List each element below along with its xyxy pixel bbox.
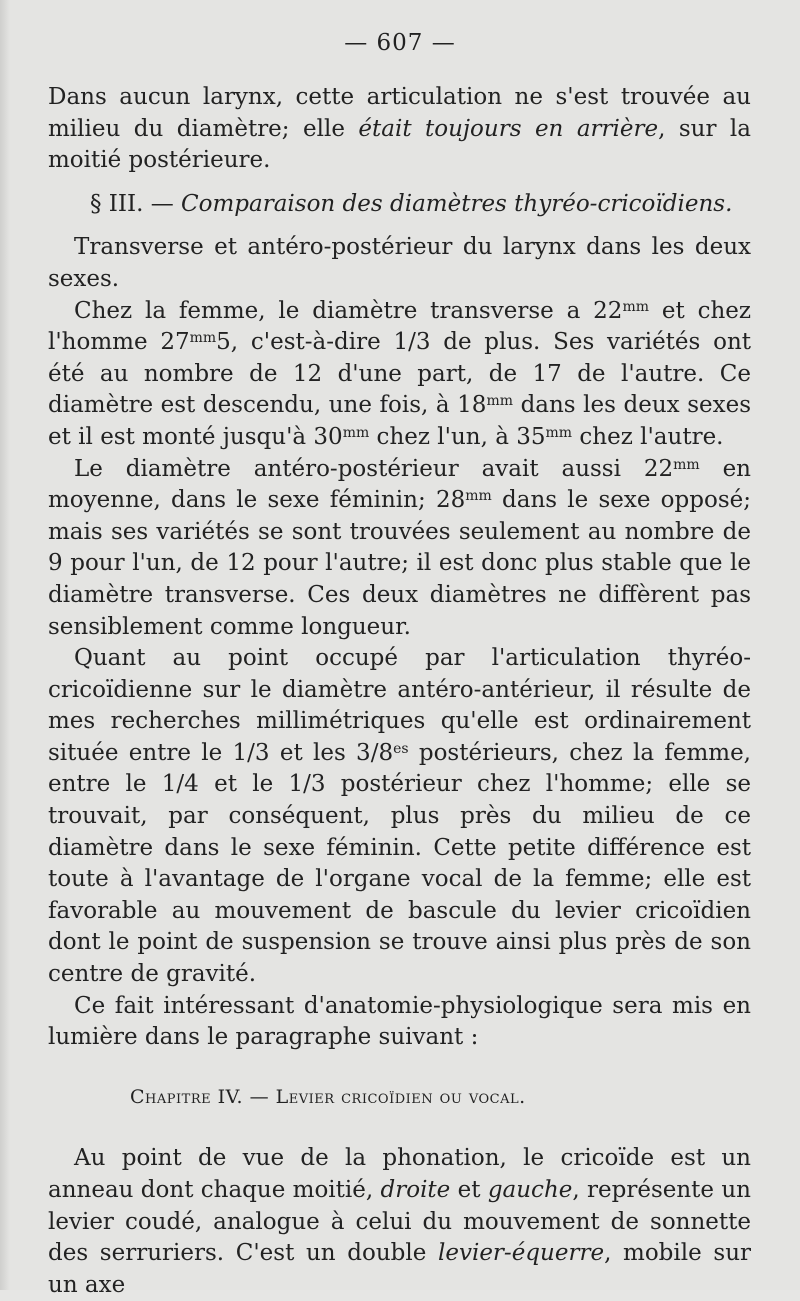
paragraph-5 (48, 643, 751, 991)
text-run: , sur la moitié postérieure. (48, 115, 751, 174)
text-run: , représente un levier coudé, analogue à celui du mouvement de sonnette des serruriers. C'est un double (48, 1177, 751, 1267)
superscript: mm (545, 424, 573, 441)
text-run: 5, c'est-à-dire 1/3 de plus. Ses variétés ont été au nombre de 12 d'une part, de 17 de l'autre. Ce diamètre est descendu, une fois, à 18 (48, 329, 751, 419)
text-run: chez l'un, à 35 (369, 423, 546, 450)
superscript: mm (465, 488, 492, 505)
text-run: et (450, 1177, 488, 1203)
text-run: , mobile sur un axe (48, 1240, 752, 1298)
page-number: — 607 — (344, 30, 456, 56)
text-run: Quant au point occupé par l'articulation thyréo-cricoïdienne sur le diamètre antéro-antérieur, il résulte de mes recherches millimétriques qu'elle est ordinairement située entre le 1/3 et les 3/8 (48, 645, 751, 766)
section-number: § III. — (90, 190, 182, 217)
superscript: mm (189, 330, 217, 347)
paragraph-3 (48, 296, 751, 454)
superscript: mm (673, 456, 700, 473)
text-run: Chez la femme, le diamètre transverse a 22 (74, 297, 623, 324)
emphasis-text: droite (380, 1177, 451, 1203)
emphasis-text: levier-équerre (438, 1240, 605, 1267)
text-run: postérieurs, chez la femme, entre le 1/4 et le 1/3 postérieur chez l'homme; elle se trouvait, par conséquent, plus près du milieu de ce diamètre dans le sexe féminin. Cette petite différence est toute à l'avantage de l'organe vocal de la femme; elle est favorable au mouvement de bascule du levier cricoïdien dont le point de suspension se trouve ainsi plus près de son centre de gravité. (48, 739, 751, 988)
superscript: mm (622, 298, 650, 315)
text-run: dans le sexe opposé; mais ses variétés se sont trouvées seulement au nombre de 9 pour l'un, de 12 pour l'autre; il est donc plus stable que le diamètre transverse. Ces deux diamètres ne diffèrent pas sensiblement comme longueur. (48, 487, 751, 640)
paragraph-6: Ce fait intéressant d'anatomie-physiologique sera mis en lumière dans le paragraphe suivant : (48, 992, 751, 1051)
text-run: dans les deux sexes et il est monté jusqu'à 30 (48, 392, 751, 450)
section-heading (48, 189, 751, 221)
text-run: chez l'autre. (572, 423, 724, 450)
superscript: mm (342, 424, 370, 441)
paragraph-4 (48, 454, 751, 644)
paragraph-1 (48, 82, 751, 177)
emphasis-text: était toujours en arrière (358, 115, 659, 142)
emphasis-text: gauche (487, 1177, 573, 1203)
page-body (48, 82, 751, 1301)
page-edge-shadow (0, 0, 10, 1290)
text-run: Le diamètre antéro-postérieur avait aussi 22 (74, 455, 674, 482)
section-title: Comparaison des diamètres thyréo-cricoïdiens. (181, 190, 733, 217)
superscript: es (393, 740, 409, 757)
text-run: Au point de vue de la phonation, le cricoïde est un anneau dont chaque moitié, (48, 1145, 751, 1203)
text-run: Dans aucun larynx, cette articulation ne s'est trouvée au milieu du diamètre; elle (48, 84, 751, 142)
text-run: et chez l'homme 27 (48, 297, 752, 356)
superscript: mm (486, 393, 513, 410)
chapter-heading: Chapitre IV. — Levier cricoïdien ou vocal. (130, 1085, 526, 1108)
paragraph-7 (48, 1143, 751, 1301)
paragraph-2: Transverse et antéro-postérieur du larynx dans les deux sexes. (48, 234, 751, 292)
text-run: en moyenne, dans le sexe féminin; 28 (48, 455, 751, 514)
